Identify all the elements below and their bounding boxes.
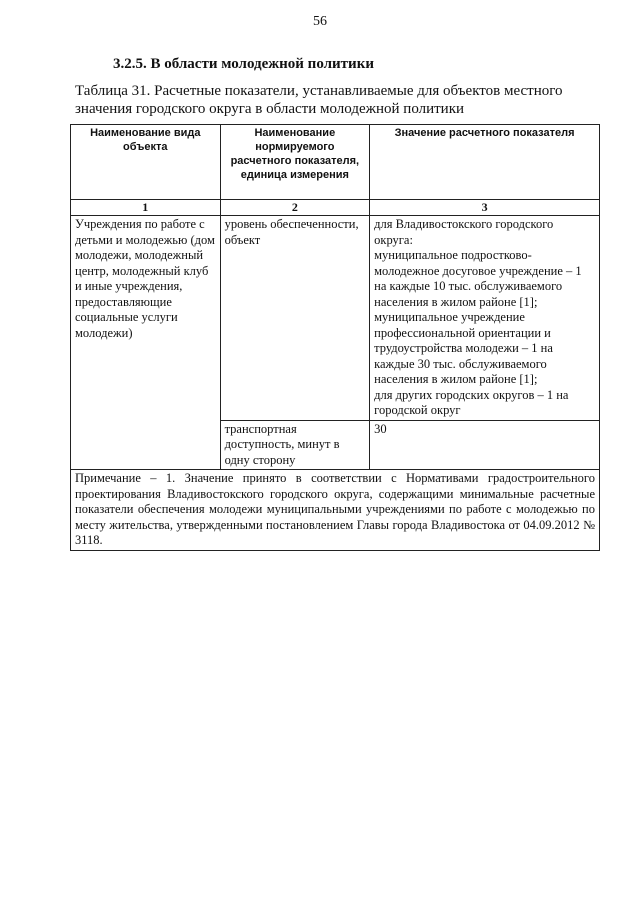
table-caption: Таблица 31. Расчетные показатели, устанавливаемые для объектов местного значения городского округа в области молодежной политики: [75, 83, 563, 117]
column-number-2: 2: [220, 200, 370, 216]
value-cell: 30: [370, 420, 600, 470]
page-number: 56: [313, 14, 327, 29]
header-indicator-name: Наименование нормируемого расчетного показателя, единица измерения: [220, 125, 370, 200]
note-row: [71, 470, 600, 551]
table-note: Примечание – 1. Значение принято в соответствии с Нормативами градостроительного проектирования Владивостокского городского округа, содержащими минимальные расчетные показатели обеспечения молодежи муниципальными учреждениями по работе с молодежью по месту жительства, утвержденными постановлением Главы города Владивостока от 04.09.2012 № 3118.: [71, 470, 600, 551]
header-object-type: Наименование вида объекта: [71, 125, 221, 200]
table-row: [71, 216, 600, 421]
column-number-row: [71, 200, 600, 216]
column-number-1: 1: [71, 200, 221, 216]
table-header-row: [71, 125, 600, 200]
indicators-table: [70, 124, 600, 551]
indicator-cell: уровень обеспеченности, объект: [220, 216, 370, 421]
object-type-cell: Учреждения по работе с детьми и молодежью (дом молодежи, молодежный центр, молодежный клуб и иные учреждения, предоставляющие социальные услуги молодежи): [71, 216, 221, 470]
value-cell: для Владивостокского городского округа: муниципальное подростково-молодежное досуговое учреждение – 1 на каждые 10 тыс. обслуживаемого населения в жилом районе [1]; муниципальное учреждение профессиональной ориентации и трудоустройства молодежи – 1 на каждые 30 тыс. обслуживаемого населения в жилом районе [1]; для других городских округов – 1 на городской округ: [370, 216, 600, 421]
header-indicator-value: Значение расчетного показателя: [370, 125, 600, 200]
column-number-3: 3: [370, 200, 600, 216]
indicator-cell: транспортная доступность, минут в одну сторону: [220, 420, 370, 470]
section-heading: 3.2.5. В области молодежной политики: [113, 56, 374, 72]
